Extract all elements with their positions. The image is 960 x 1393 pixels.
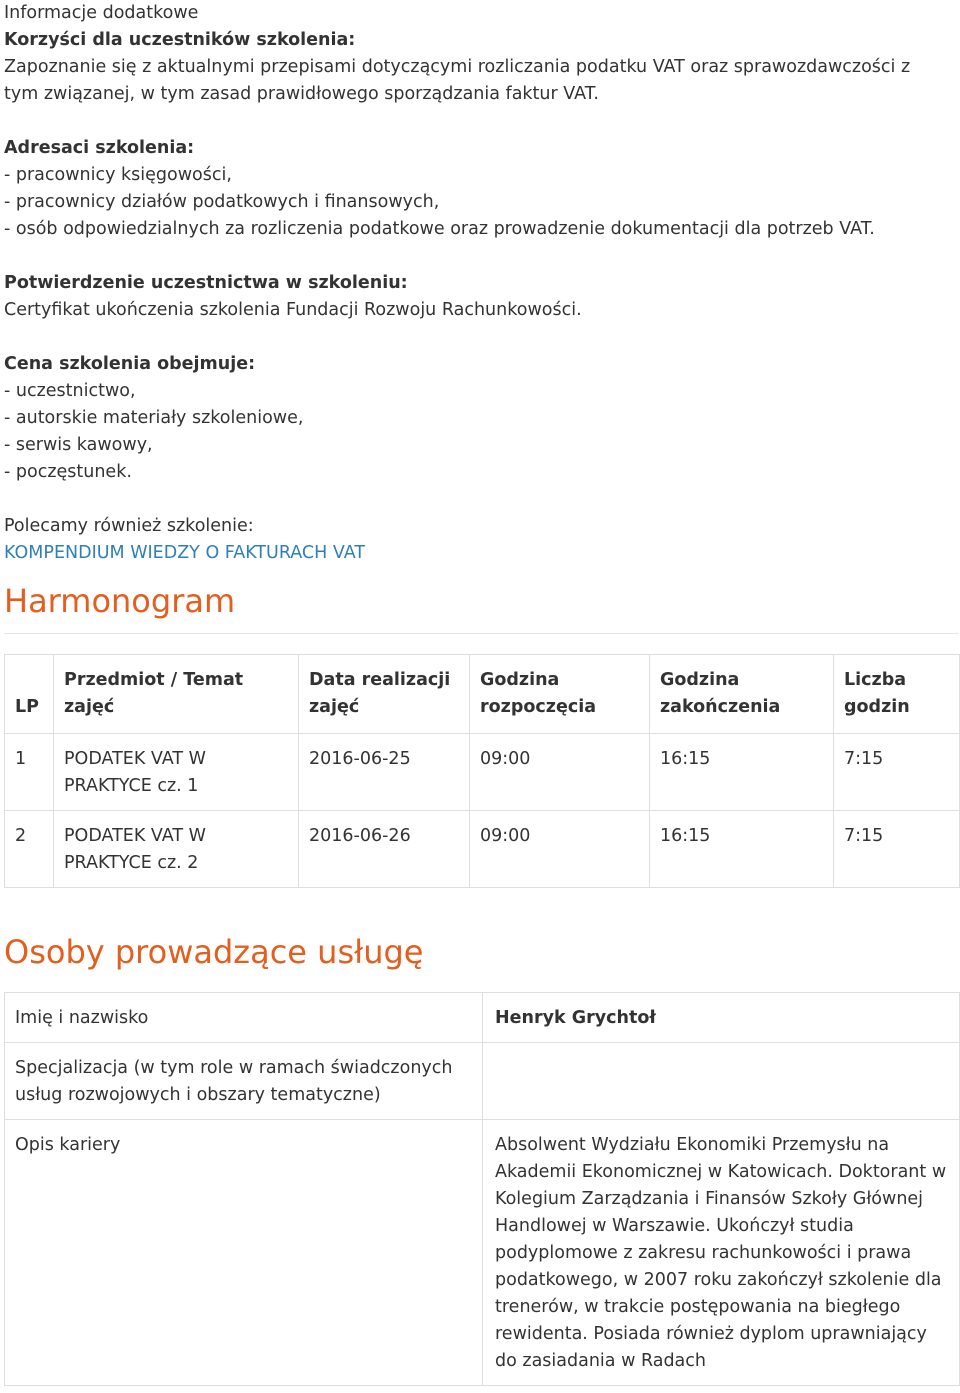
- cell-date: 2016-06-26: [299, 811, 470, 888]
- price-line-1: - uczestnictwo,: [4, 381, 136, 401]
- schedule-title: Harmonogram: [4, 581, 958, 634]
- cell-subject: PODATEK VAT W PRAKTYCE cz. 1: [54, 734, 299, 811]
- header-hours: Liczba godzin: [834, 655, 960, 734]
- table-row: [5, 734, 960, 811]
- cell-start: 09:00: [470, 811, 650, 888]
- cell-lp: 2: [5, 811, 54, 888]
- price-line-4: - poczęstunek.: [4, 462, 132, 482]
- schedule-table: [4, 654, 960, 888]
- table-row: [5, 811, 960, 888]
- cell-end: 16:15: [650, 811, 834, 888]
- trainers-table: [4, 992, 960, 1386]
- audience-title: Adresaci szkolenia:: [4, 138, 195, 158]
- price-line-3: - serwis kawowy,: [4, 435, 153, 455]
- cell-hours: 7:15: [834, 734, 960, 811]
- recommend-link[interactable]: KOMPENDIUM WIEDZY O FAKTURACH VAT: [4, 543, 366, 563]
- benefits-line-1: Zapoznanie się z aktualnymi przepisami dotyczącymi rozliczania podatku VAT oraz sprawozdawczości z: [4, 57, 911, 77]
- benefits-title: Korzyści dla uczestników szkolenia:: [4, 30, 356, 50]
- confirmation-text: Certyfikat ukończenia szkolenia Fundacji Rozwoju Rachunkowości.: [4, 300, 582, 320]
- trainers-title: Osoby prowadzące usługę: [4, 933, 424, 971]
- header-end: Godzina zakończenia: [650, 655, 834, 734]
- price-line-2: - autorskie materiały szkoleniowe,: [4, 408, 304, 428]
- audience-line-3: - osób odpowiedzialnych za rozliczenia podatkowe oraz prowadzenie dokumentacji dla potrzeb VAT.: [4, 219, 875, 239]
- cell-lp: 1: [5, 734, 54, 811]
- specialization-value: [483, 1043, 960, 1120]
- price-title: Cena szkolenia obejmuje:: [4, 354, 256, 374]
- schedule-header-row: [5, 655, 960, 734]
- header-lp: LP: [5, 655, 54, 734]
- career-label: Opis kariery: [5, 1120, 483, 1386]
- header-start: Godzina rozpoczęcia: [470, 655, 650, 734]
- name-label: Imię i nazwisko: [5, 993, 483, 1043]
- benefits-line-2: tym związanej, w tym zasad prawidłowego sporządzania faktur VAT.: [4, 84, 599, 104]
- name-value: Henryk Grychtoł: [483, 993, 960, 1043]
- header-date: Data realizacji zajęć: [299, 655, 470, 734]
- recommend-label: Polecamy również szkolenie:: [4, 516, 254, 536]
- audience-line-1: - pracownicy księgowości,: [4, 165, 232, 185]
- table-row: [5, 993, 960, 1043]
- cell-start: 09:00: [470, 734, 650, 811]
- career-value: Absolwent Wydziału Ekonomiki Przemysłu na Akademii Ekonomicznej w Katowicach. Doktorant w Kolegium Zarządzania i Finansów Szkoły Głównej Handlowej w Warszawie. Ukończył studia podyplomowe z zakresu rachunkowości i prawa podatkowego, w 2007 roku zakończył szkolenie dla trenerów, w trakcie postępowania na biegłego rewidenta. Posiada również dyplom uprawniający do zasiadania w Radach: [483, 1120, 960, 1386]
- cell-hours: 7:15: [834, 811, 960, 888]
- header-subject: Przedmiot / Temat zajęć: [54, 655, 299, 734]
- table-row: [5, 1043, 960, 1120]
- cell-subject: PODATEK VAT W PRAKTYCE cz. 2: [54, 811, 299, 888]
- section-heading-info: Informacje dodatkowe: [4, 3, 199, 23]
- confirmation-title: Potwierdzenie uczestnictwa w szkoleniu:: [4, 273, 408, 293]
- audience-line-2: - pracownicy działów podatkowych i finansowych,: [4, 192, 440, 212]
- cell-end: 16:15: [650, 734, 834, 811]
- table-row: [5, 1120, 960, 1386]
- cell-date: 2016-06-25: [299, 734, 470, 811]
- specialization-label: Specjalizacja (w tym role w ramach świadczonych usług rozwojowych i obszary tematyczne): [5, 1043, 483, 1120]
